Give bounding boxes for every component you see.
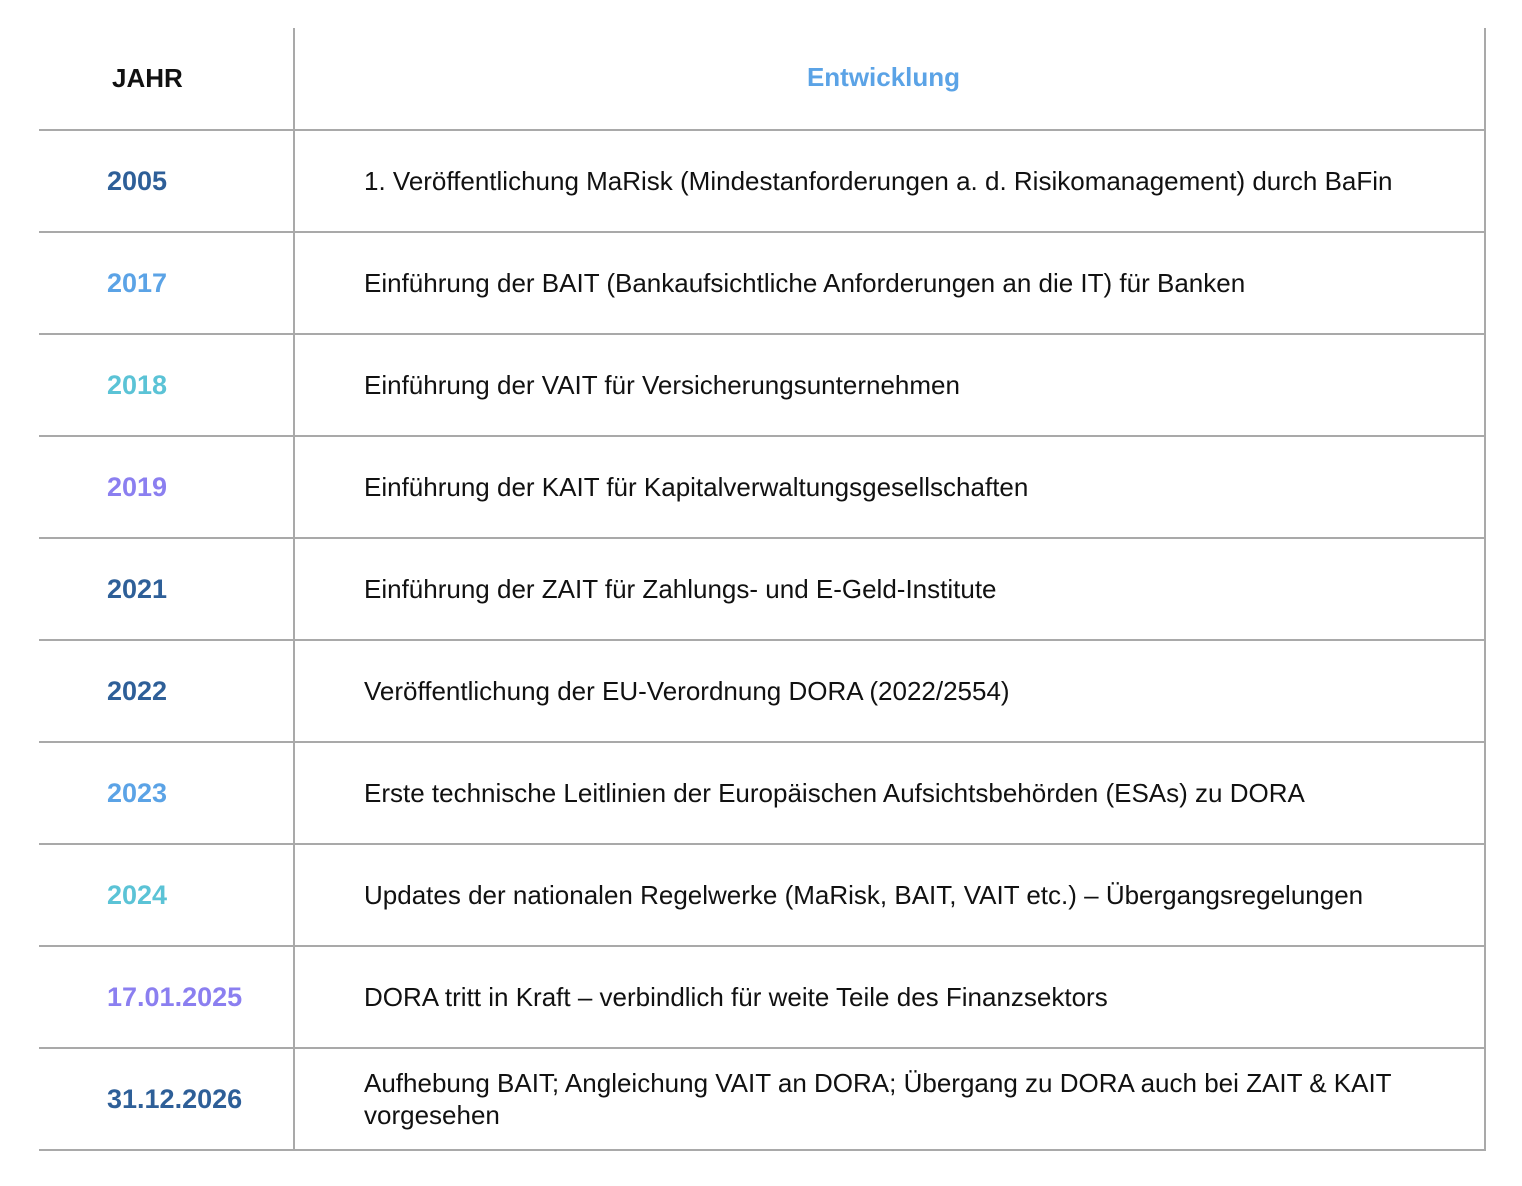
year-cell: 2019 — [107, 471, 168, 502]
year-cell: 2024 — [107, 879, 168, 910]
development-cell: Erste technische Leitlinien der Europäischen Aufsichtsbehörden (ESAs) zu DORA — [364, 777, 1305, 808]
table-row — [39, 947, 1486, 1049]
year-cell: 2017 — [107, 267, 168, 298]
year-cell: 2023 — [107, 777, 168, 808]
timeline-table — [39, 28, 1486, 1151]
development-cell: Updates der nationalen Regelwerke (MaRisk, BAIT, VAIT etc.) – Übergangsregelungen — [364, 879, 1364, 910]
table-row — [39, 335, 1486, 437]
table-row — [39, 437, 1486, 539]
year-cell: 2022 — [107, 675, 168, 706]
year-cell: 2005 — [107, 165, 168, 196]
table-row — [39, 1049, 1486, 1151]
table-row — [39, 743, 1486, 845]
development-cell: DORA tritt in Kraft – verbindlich für weite Teile des Finanzsektors — [364, 981, 1108, 1012]
table-row — [39, 131, 1486, 233]
table-row — [39, 539, 1486, 641]
table-header-row — [39, 28, 1486, 131]
year-column-header: JAHR — [112, 63, 183, 93]
year-cell: 17.01.2025 — [107, 981, 243, 1012]
year-cell: 2021 — [107, 573, 168, 604]
development-cell: 1. Veröffentlichung MaRisk (Mindestanforderungen a. d. Risikomanagement) durch BaFin — [364, 165, 1393, 196]
development-cell: Einführung der ZAIT für Zahlungs- und E-Geld-Institute — [364, 573, 997, 604]
development-cell: Aufhebung BAIT; Angleichung VAIT an DORA; Übergang zu DORA auch bei ZAIT & KAIT vorgesehen — [364, 1067, 1392, 1130]
table-row — [39, 845, 1486, 947]
table-row — [39, 641, 1486, 743]
development-cell: Einführung der BAIT (Bankaufsichtliche Anforderungen an die IT) für Banken — [364, 267, 1246, 298]
development-cell: Veröffentlichung der EU-Verordnung DORA (2022/2554) — [364, 675, 1010, 706]
table-row — [39, 233, 1486, 335]
year-cell: 2018 — [107, 369, 168, 400]
development-column-header: Entwicklung — [806, 62, 961, 93]
development-cell: Einführung der KAIT für Kapitalverwaltungsgesellschaften — [364, 471, 1029, 502]
development-cell: Einführung der VAIT für Versicherungsunternehmen — [364, 369, 960, 400]
year-cell: 31.12.2026 — [107, 1083, 243, 1114]
